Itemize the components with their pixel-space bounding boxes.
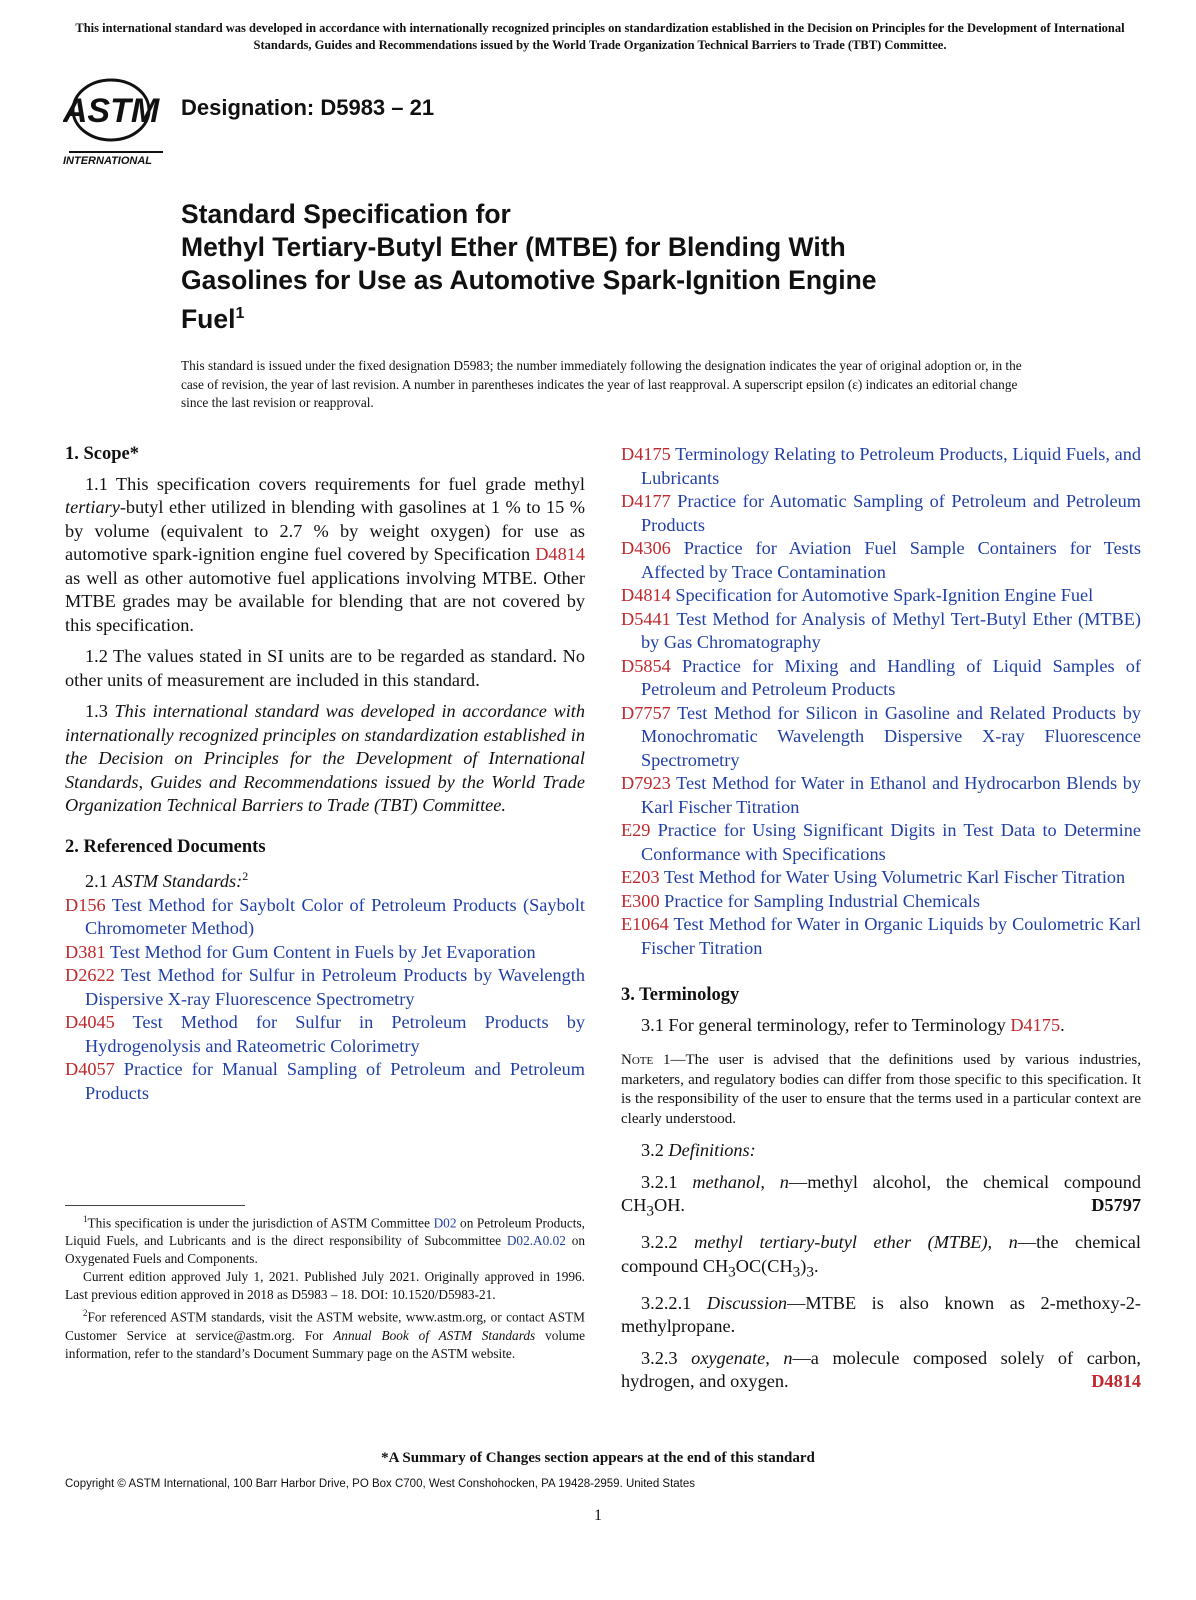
link-d4175[interactable]: D4175 (1010, 1014, 1061, 1035)
reference-code-link[interactable]: D7757 (621, 702, 671, 723)
reference-title-link[interactable]: Test Method for Gum Content in Fuels by Jet Evaporation (109, 941, 536, 962)
reference-title-link[interactable]: Test Method for Water Using Volumetric Karl Fischer Titration (663, 867, 1126, 887)
definition-3-2-1: 3.2.1 methanol, n—methyl alcohol, the chemical compound $CH_3OH$. D5797 (621, 1171, 1141, 1220)
copyright: Copyright © ASTM International, 100 Barr Harbor Drive, PO Box C700, West Conshohocken, PA 19428-2959. United States (65, 1478, 696, 1490)
reference-item (65, 894, 585, 941)
reference-code-link[interactable]: D4045 (65, 1012, 115, 1033)
reference-item (621, 655, 1141, 702)
reference-code-link[interactable]: D4814 (621, 585, 671, 605)
reference-title-link[interactable]: Practice for Automatic Sampling of Petroleum and Petroleum Products (641, 491, 1142, 535)
section-heading-scope: 1. Scope* (65, 444, 139, 464)
footnote-1-edition: Current edition approved July 1, 2021. Published July 2021. Originally approved in 1996. Last previous edition approved in 2018 as D5983 – 18. DOI: 10.1520/D5983-21. (65, 1269, 585, 1303)
reference-item (621, 819, 1141, 866)
reference-title-link[interactable]: Practice for Aviation Fuel Sample Containers for Tests Affected by Trace Contamination (641, 538, 1141, 582)
reference-title-link[interactable]: Practice for Using Significant Digits in Test Data to Determine Conformance with Specifications (641, 820, 1141, 864)
reference-item (65, 941, 585, 965)
reference-list-left (65, 894, 585, 1106)
reference-title-link[interactable]: Terminology Relating to Petroleum Products, Liquid Fuels, and Lubricants (641, 444, 1141, 488)
reference-code-link[interactable]: E1064 (621, 914, 669, 934)
issue-note: This standard is issued under the fixed designation D5983; the number immediately following the designation indicates the year of original adoption or, in the case of revision, the year of last revision. A number in parentheses indicates the year of last reapproval. A superscript epsilon (ε) indicates an editorial change since the last revision or reapproval. (181, 358, 1022, 410)
reference-title-link[interactable]: Test Method for Silicon in Gasoline and Related Products by Monochromatic Wavelength Dispersive X-ray Fluorescence Spectrometry (641, 702, 1141, 770)
right-column (621, 443, 1141, 1402)
reference-item (621, 443, 1141, 490)
section-heading-terminology: 3. Terminology (621, 985, 740, 1005)
reference-title-link[interactable]: Test Method for Water in Organic Liquids by Coulometric Karl Fischer Titration (641, 914, 1141, 958)
reference-code-link[interactable]: D5441 (621, 608, 671, 629)
reference-title-link[interactable]: Practice for Sampling Industrial Chemicals (664, 890, 980, 911)
reference-title-link[interactable]: Test Method for Analysis of Methyl Tert-Butyl Ether (MTBE) by Gas Chromatography (641, 608, 1141, 652)
reference-code-link[interactable]: D5854 (621, 655, 671, 676)
paragraph-1-1: 1.1 This specification covers requirements for fuel grade methyl tertiary-butyl ether utilized in blending with gasolines at 1 % to 15 % by volume (equivalent to 2.7 % by weight oxygen) for use as automotive spark-ignition engine fuel covered by Specification D4814 as well as other automotive fuel applications involving MTBE. Other MTBE grades may be available for blending that are not covered by this specification. (65, 473, 585, 635)
reference-code-link[interactable]: E203 (621, 867, 660, 887)
link-d02[interactable]: D02 (433, 1215, 457, 1231)
reference-item (621, 490, 1141, 537)
footnotes (65, 1210, 585, 1363)
reference-title-link[interactable]: Test Method for Saybolt Color of Petroleum Products (Saybolt Chromometer Method) (85, 894, 585, 939)
logo-subtext: INTERNATIONAL (63, 155, 153, 166)
reference-code-link[interactable]: D7923 (621, 773, 671, 793)
reference-title-link[interactable]: Test Method for Sulfur in Petroleum Products by Wavelength Dispersive X-ray Fluorescence Spectrometry (85, 965, 585, 1009)
footnote-1: $^1$This specification is under the jurisdiction of ASTM Committee D02 on Petroleum Products, Liquid Fuels, and Lubricants and is the direct responsibility of Subcommittee D02.A0.02 on Oxygenated Fuels and Components. (65, 1214, 585, 1267)
summary-of-changes-note: *A Summary of Changes section appears at the end of this standard (381, 1450, 815, 1466)
reference-code-link[interactable]: D4177 (621, 491, 671, 511)
reference-code-link[interactable]: D4306 (621, 538, 671, 558)
page-number: 1 (594, 1507, 602, 1524)
definition-source-d5797: D5797 (1091, 1195, 1141, 1215)
title-line: Fuel$^1$ (181, 303, 245, 334)
reference-item (621, 608, 1141, 655)
footnote-divider (65, 1205, 245, 1206)
footnote-mark: 1 (235, 305, 245, 322)
paragraph-2-1: 2.1 ASTM Standards:$^2$ (85, 869, 249, 892)
paragraph-1-3: 1.3 This international standard was developed in accordance with internationally recognized principles on standardization established in the Decision on Principles for the Development of International Standards, Guides and Recommendations issued by the World Trade Organization Technical Barriers to Trade (TBT) Committee. (65, 701, 586, 815)
reference-item (621, 702, 1141, 773)
reference-title-link[interactable]: Test Method for Sulfur in Petroleum Products by Hydrogenolysis and Rateometric Colorimetry (85, 1012, 585, 1056)
paragraph-3-1: 3.1 For general terminology, refer to Terminology D4175. (641, 1014, 1065, 1035)
reference-item (65, 1058, 585, 1105)
note-1: Note 1—The user is advised that the definitions used by various industries, marketers, and regulatory bodies can differ from those specific to this specification. It is the responsibility of the user to ensure that the terms used in a particular context are clearly understood. (621, 1052, 1141, 1127)
paragraph-1-2: 1.2 The values stated in SI units are to be regarded as standard. No other units of measurement are included in this standard. (65, 646, 585, 690)
reference-item (621, 584, 1141, 608)
reference-item (65, 1011, 585, 1058)
left-column (65, 443, 585, 1105)
document-title (181, 198, 1081, 336)
reference-code-link[interactable]: D2622 (65, 965, 115, 986)
reference-code-link[interactable]: D4175 (621, 444, 671, 464)
reference-item (621, 913, 1141, 960)
definition-3-2-3: 3.2.3 oxygenate, n—a molecule composed solely of carbon, hydrogen, and oxygen. D4814 (621, 1347, 1141, 1394)
astm-logo (63, 70, 171, 166)
reference-code-link[interactable]: D4057 (65, 1059, 115, 1080)
link-d4814[interactable]: D4814 (535, 544, 585, 564)
top-notice: This international standard was developed in accordance with internationally recognized principles on standardization established in the Decision on Principles for the Development of International Standards, Guides and Recommendations issued by the World Trade Organization Technical Barriers to Trade (TBT) Committee. (75, 21, 1125, 52)
link-d02-a0-02[interactable]: D02.A0.02 (506, 1233, 566, 1249)
reference-code-link[interactable]: E29 (621, 820, 651, 840)
title-line: Gasolines for Use as Automotive Spark-Ignition Engine (181, 265, 877, 295)
reference-list-right (621, 443, 1141, 960)
reference-title-link[interactable]: Test Method for Water in Ethanol and Hydrocarbon Blends by Karl Fischer Titration (641, 773, 1141, 817)
footnote-2: $^2$For referenced ASTM standards, visit the ASTM website, www.astm.org, or contact ASTM Customer Service at service@astm.org. For Annual Book of ASTM Standards volume information, refer to the standard’s Document Summary page on the ASTM website. (65, 1308, 585, 1361)
reference-item (621, 772, 1141, 819)
reference-item (621, 537, 1141, 584)
reference-code-link[interactable]: E300 (621, 890, 660, 911)
definition-3-2-2: 3.2.2 methyl tertiary-butyl ether (MTBE), n—the chemical compound $CH_3OC(CH_3)_3$. (621, 1232, 1141, 1281)
reference-title-link[interactable]: Specification for Automotive Spark-Ignition Engine Fuel (675, 585, 1094, 605)
title-line: Methyl Tertiary-Butyl Ether (MTBE) for Blending With (181, 232, 846, 262)
title-line: Standard Specification for (181, 199, 511, 229)
reference-item (621, 866, 1141, 890)
logo-text: ASTM (63, 92, 160, 130)
definition-3-2-2-1: 3.2.2.1 Discussion—MTBE is also known as 2-methoxy-2-methylpropane. (621, 1292, 1142, 1337)
reference-title-link[interactable]: Practice for Mixing and Handling of Liquid Samples of Petroleum and Petroleum Products (641, 655, 1141, 699)
reference-code-link[interactable]: D156 (65, 894, 106, 915)
section-heading-referenced: 2. Referenced Documents (65, 836, 266, 857)
designation: Designation: D5983 – 21 (181, 95, 435, 120)
paragraph-3-2: 3.2 Definitions: (641, 1140, 756, 1160)
definition-source-d4814[interactable]: D4814 (1091, 1371, 1141, 1392)
reference-code-link[interactable]: D381 (65, 941, 106, 962)
reference-item (65, 964, 585, 1011)
reference-item (621, 890, 1141, 914)
reference-title-link[interactable]: Practice for Manual Sampling of Petroleum and Petroleum Products (85, 1059, 585, 1103)
